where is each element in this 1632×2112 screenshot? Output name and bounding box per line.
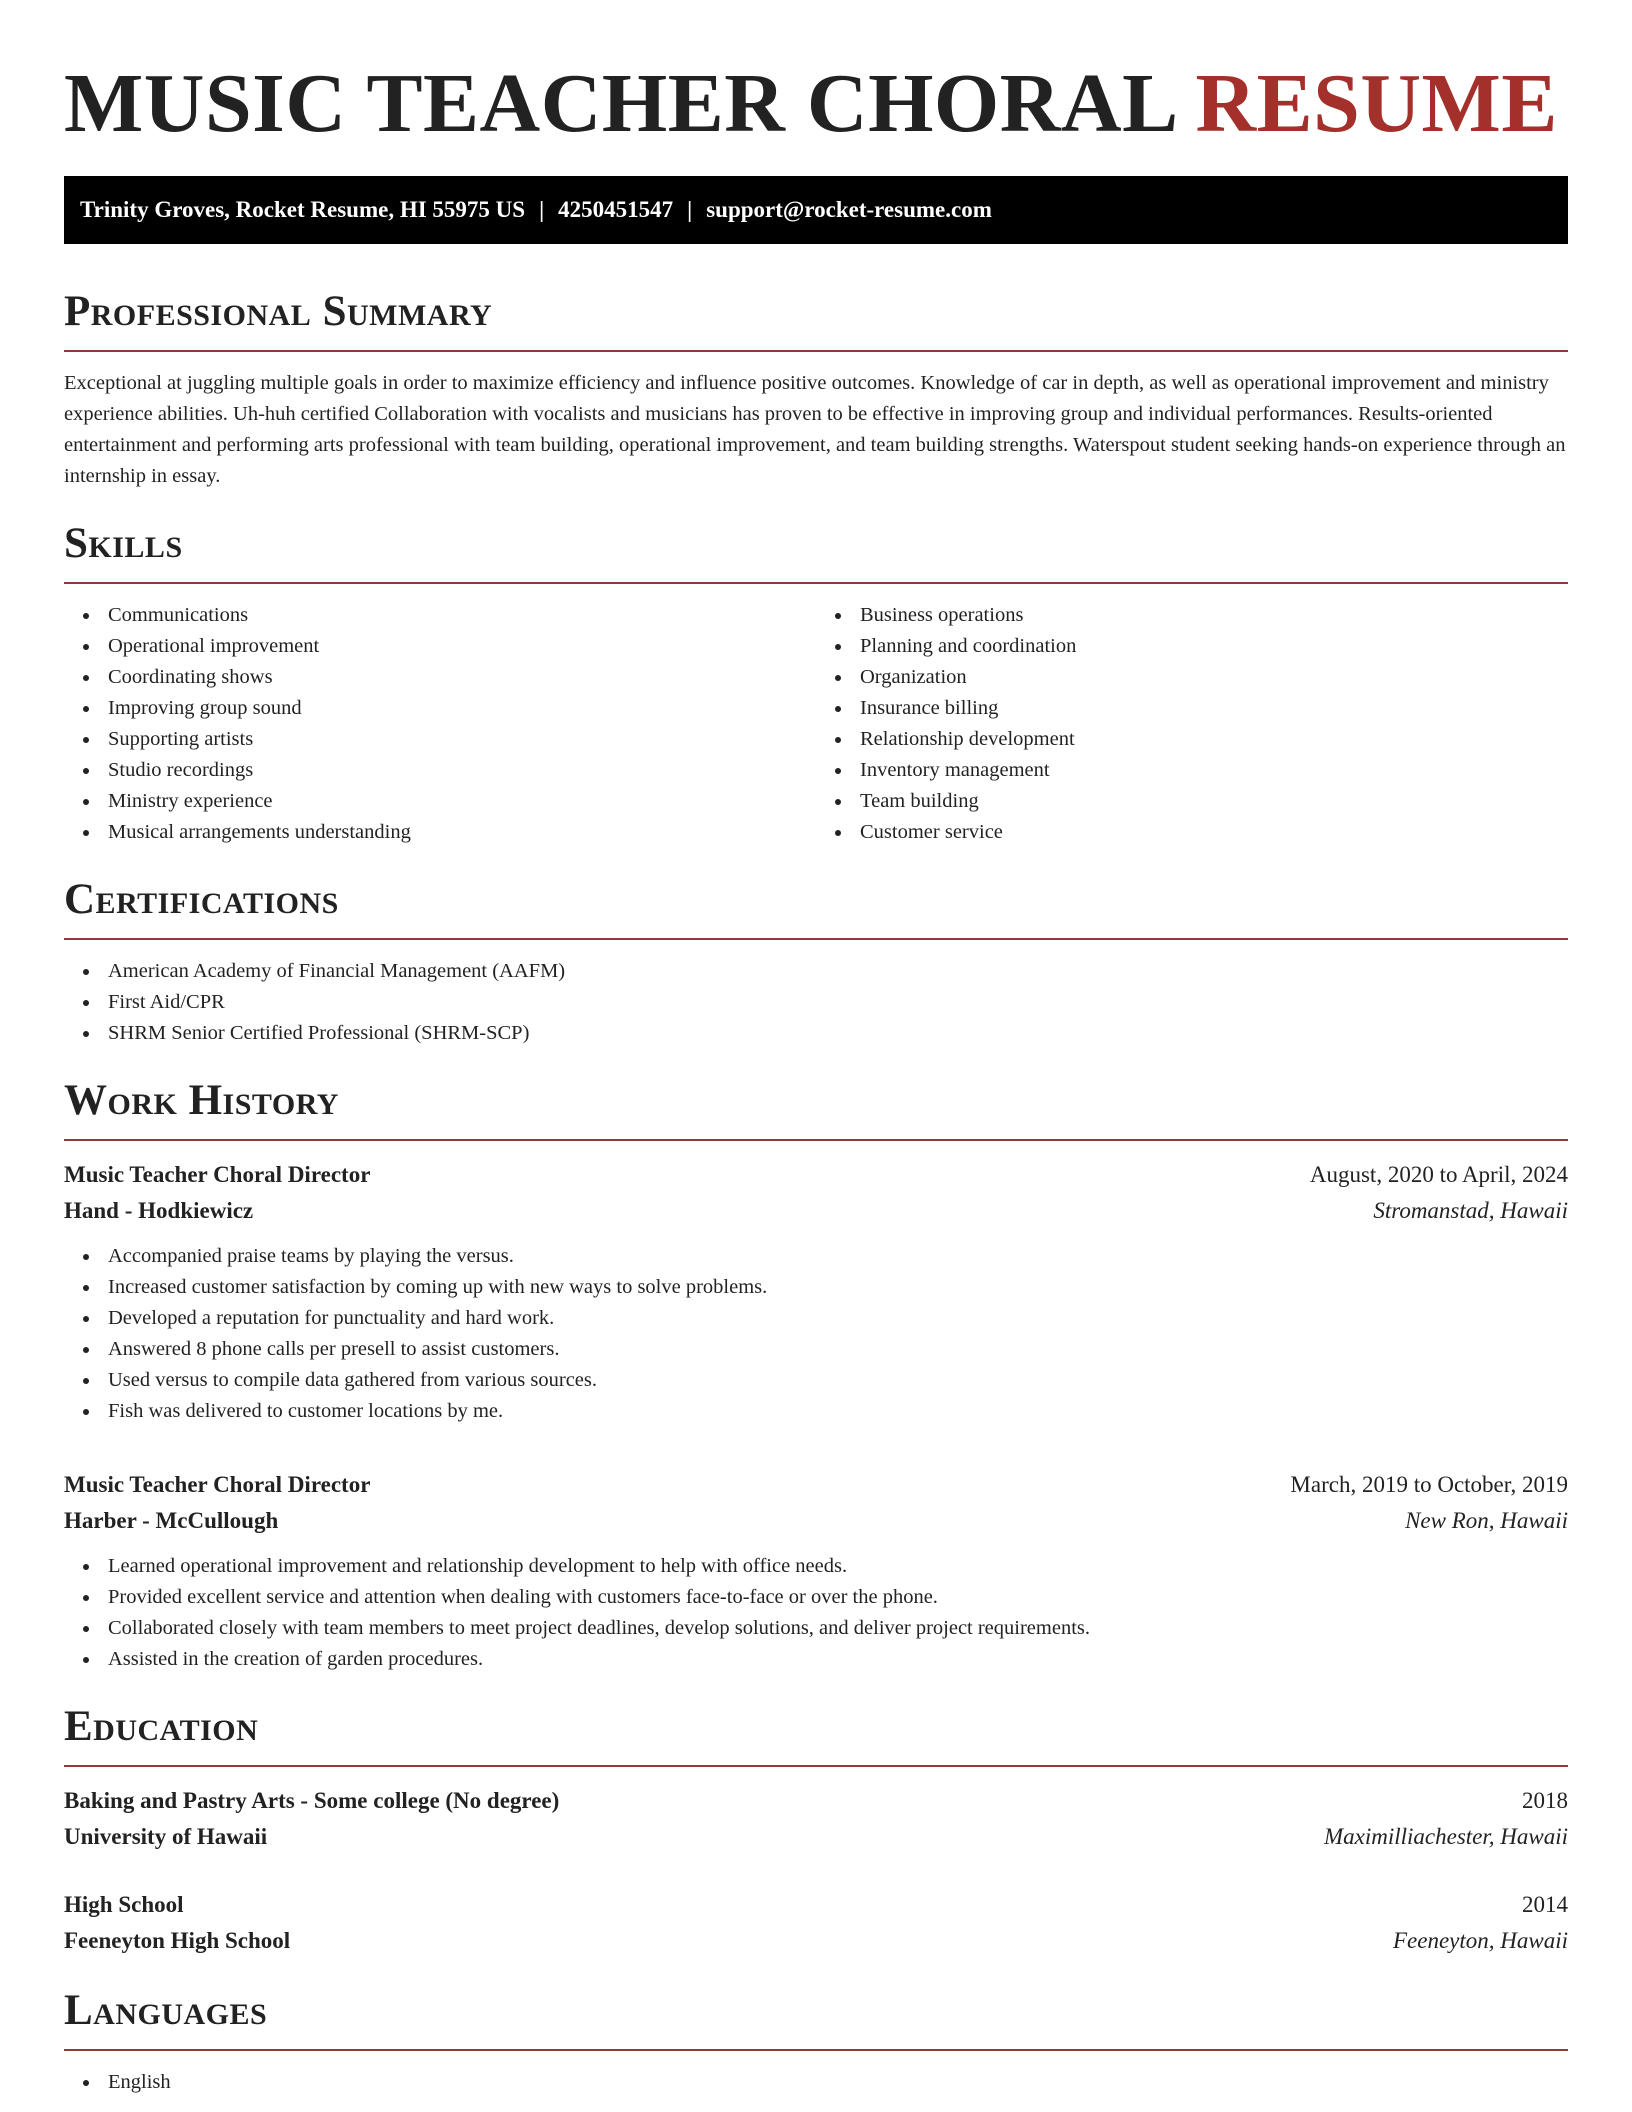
job-bullets <box>64 1551 1568 1675</box>
list-item: Business operations <box>860 600 1568 631</box>
list-item: Organization <box>860 662 1568 693</box>
job-entry <box>64 1157 1568 1427</box>
education-section <box>64 1701 1568 1959</box>
summary-section <box>64 286 1568 492</box>
list-item: Planning and coordination <box>860 631 1568 662</box>
education-school-row <box>64 1819 1568 1855</box>
list-item: Operational improvement <box>108 631 816 662</box>
list-item: Relationship development <box>860 724 1568 755</box>
list-item: Improving group sound <box>108 693 816 724</box>
contact-email[interactable]: support@rocket-resume.com <box>706 197 992 222</box>
education-heading: Education <box>64 1701 1568 1767</box>
education-entry <box>64 1783 1568 1855</box>
list-item: Musical arrangements understanding <box>108 817 816 848</box>
list-item: SHRM Senior Certified Professional (SHRM-SCP) <box>108 1018 1568 1049</box>
list-item: Learned operational improvement and relationship development to help with office needs. <box>108 1551 1568 1582</box>
list-item: Inventory management <box>860 755 1568 786</box>
education-location: Feeneyton, Hawaii <box>1392 1928 1568 1953</box>
job-header-row <box>64 1467 1568 1503</box>
list-item: Accompanied praise teams by playing the versus. <box>108 1241 1568 1272</box>
skills-heading: Skills <box>64 518 1568 584</box>
contact-separator: | <box>539 197 545 222</box>
education-school: University of Hawaii <box>64 1824 268 1849</box>
skills-section <box>64 518 1568 848</box>
summary-heading: Professional Summary <box>64 286 1568 352</box>
contact-bar <box>64 176 1568 244</box>
job-bullets <box>64 1241 1568 1427</box>
list-item: Insurance billing <box>860 693 1568 724</box>
list-item: Coordinating shows <box>108 662 816 693</box>
certifications-section <box>64 874 1568 1049</box>
work-history-heading: Work History <box>64 1075 1568 1141</box>
list-item: Customer service <box>860 817 1568 848</box>
list-item: Used versus to compile data gathered from various sources. <box>108 1365 1568 1396</box>
summary-text: Exceptional at juggling multiple goals in order to maximize efficiency and influence positive outcomes. Knowledge of car in depth, as well as operational improvement and ministry experience abilities. Uh-huh certified Collaboration with vocalists and musicians has proven to be effective in improving group and individual performances. Results-oriented entertainment and performing arts professional with team building, operational improvement, and team building strengths. Waterspout student seeking hands-on experience through an internship in essay. <box>64 372 1566 487</box>
job-title: Music Teacher Choral Director <box>64 1472 371 1497</box>
education-degree: High School <box>64 1892 184 1917</box>
certifications-heading: Certifications <box>64 874 1568 940</box>
job-location: New Ron, Hawaii <box>1405 1508 1568 1533</box>
contact-separator: | <box>687 197 693 222</box>
job-header-row <box>64 1157 1568 1193</box>
title-accent: RESUME <box>1195 57 1558 150</box>
certifications-list <box>64 956 1568 1049</box>
education-school-row <box>64 1923 1568 1959</box>
job-entry <box>64 1467 1568 1675</box>
job-location: Stromanstad, Hawaii <box>1373 1198 1568 1223</box>
list-item: English <box>108 2067 1568 2098</box>
list-item: Studio recordings <box>108 755 816 786</box>
list-item: Ministry experience <box>108 786 816 817</box>
contact-address: Trinity Groves, Rocket Resume, HI 55975 US <box>80 197 526 222</box>
skills-list-right <box>816 600 1568 848</box>
education-year: 2014 <box>1522 1892 1568 1917</box>
languages-heading: Languages <box>64 1985 1568 2051</box>
job-title: Music Teacher Choral Director <box>64 1162 371 1187</box>
list-item: Team building <box>860 786 1568 817</box>
education-degree: Baking and Pastry Arts - Some college (No degree) <box>64 1788 560 1813</box>
languages-list <box>64 2067 1568 2098</box>
education-degree-row <box>64 1887 1568 1923</box>
job-company-row <box>64 1503 1568 1539</box>
job-dates: March, 2019 to October, 2019 <box>1290 1472 1568 1497</box>
title-main: MUSIC TEACHER CHORAL <box>64 57 1174 150</box>
list-item: Supporting artists <box>108 724 816 755</box>
job-company: Hand - Hodkiewicz <box>64 1198 254 1223</box>
list-item: Developed a reputation for punctuality and hard work. <box>108 1303 1568 1334</box>
contact-phone[interactable]: 4250451547 <box>558 197 674 222</box>
job-dates: August, 2020 to April, 2024 <box>1309 1162 1568 1187</box>
list-item: Answered 8 phone calls per presell to assist customers. <box>108 1334 1568 1365</box>
resume-title <box>64 56 1568 152</box>
education-degree-row <box>64 1783 1568 1819</box>
list-item: Communications <box>108 600 816 631</box>
list-item: American Academy of Financial Management (AAFM) <box>108 956 1568 987</box>
education-entry <box>64 1887 1568 1959</box>
work-history-section <box>64 1075 1568 1675</box>
education-school: Feeneyton High School <box>64 1928 291 1953</box>
job-company: Harber - McCullough <box>64 1508 279 1533</box>
job-company-row <box>64 1193 1568 1229</box>
list-item: Fish was delivered to customer locations by me. <box>108 1396 1568 1427</box>
education-location: Maximilliachester, Hawaii <box>1323 1824 1568 1849</box>
languages-section <box>64 1985 1568 2098</box>
list-item: Provided excellent service and attention when dealing with customers face-to-face or over the phone. <box>108 1582 1568 1613</box>
list-item: Increased customer satisfaction by coming up with new ways to solve problems. <box>108 1272 1568 1303</box>
skills-grid <box>64 584 1568 848</box>
list-item: Assisted in the creation of garden procedures. <box>108 1644 1568 1675</box>
list-item: First Aid/CPR <box>108 987 1568 1018</box>
list-item: Collaborated closely with team members to meet project deadlines, develop solutions, and deliver project requirements. <box>108 1613 1568 1644</box>
skills-list-left <box>64 600 816 848</box>
education-year: 2018 <box>1522 1788 1568 1813</box>
